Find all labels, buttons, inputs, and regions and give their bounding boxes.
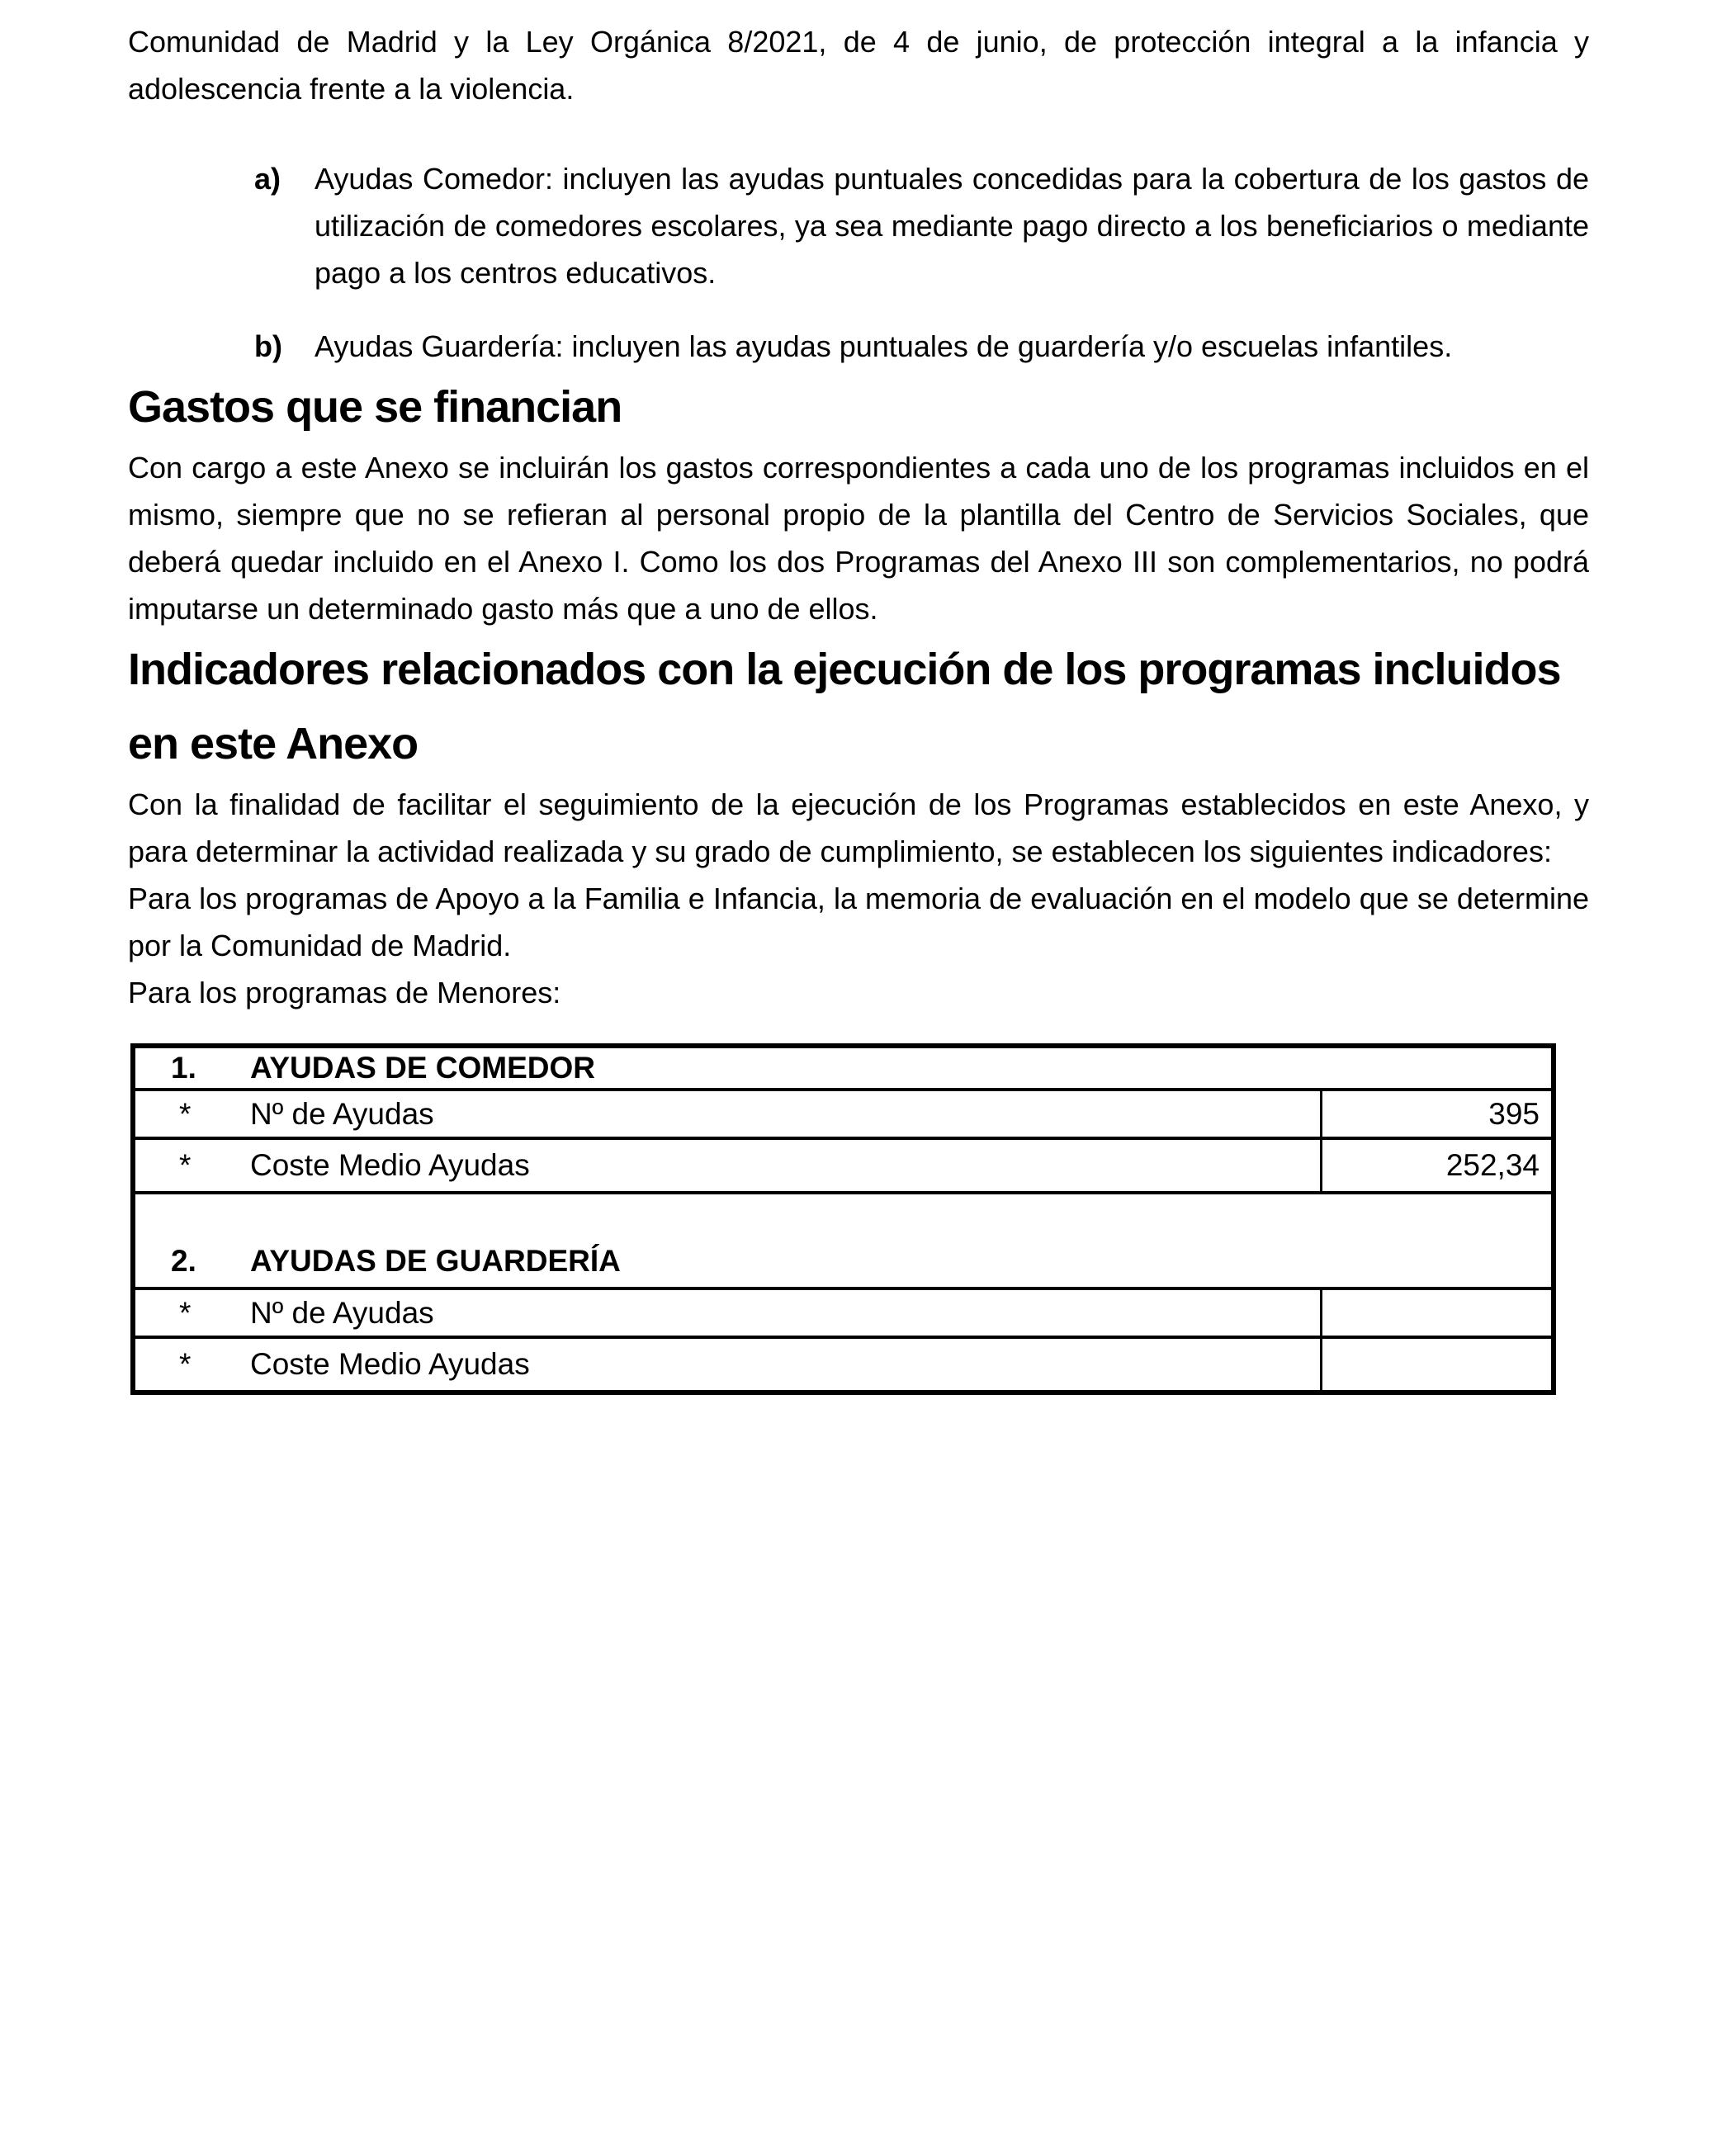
section-heading-gastos: Gastos que se financian	[128, 382, 622, 432]
asterisk-bullet: *	[179, 1295, 192, 1330]
table-section-2-header-row	[135, 1194, 1551, 1290]
table-row-label: Coste Medio Ayudas	[250, 1347, 530, 1381]
table-cell-label	[135, 1339, 1320, 1390]
list-item-b-text: Ayudas Guardería: incluyen las ayudas puntuales de guardería y/o escuelas infantiles.	[315, 329, 1453, 363]
table-cell-label	[135, 1290, 1320, 1336]
table-cell-value: 395	[1320, 1091, 1551, 1137]
intro-paragraph: Comunidad de Madrid y la Ley Orgánica 8/2021, de 4 de junio, de protección integral a la infancia y adolescencia frente a la violencia.	[128, 25, 1589, 106]
list-item-a-text: Ayudas Comedor: incluyen las ayudas puntuales concedidas para la cobertura de los gastos de utilización de comedores escolares, ya sea mediante pago directo a los beneficiarios o mediante pago a los centros educativos.	[315, 162, 1589, 290]
asterisk-bullet: *	[179, 1148, 192, 1182]
paragraph-gastos: Con cargo a este Anexo se incluirán los gastos correspondientes a cada uno de los programas incluidos en el mismo, siempre que no se refieran al personal propio de la plantilla del Centro de Servicios Sociales, que deberá quedar incluido en el Anexo I. Como los dos Programas del Anexo III son complementarios, no podrá imputarse un determinado gasto más que a uno de ellos.	[128, 451, 1589, 626]
asterisk-bullet: *	[179, 1096, 192, 1131]
paragraph-apoyo-familia: Para los programas de Apoyo a la Familia e Infancia, la memoria de evaluación en el modelo que se determine por la Comunidad de Madrid.	[128, 882, 1589, 962]
list-item-b-marker: b)	[254, 329, 282, 363]
table-section-2-header	[135, 1194, 1551, 1287]
table-cell-value	[1320, 1290, 1551, 1336]
table-row-label: Nº de Ayudas	[250, 1096, 434, 1131]
table-section-1-header	[135, 1048, 1551, 1088]
list-item-a	[128, 155, 1589, 296]
section-heading-indicadores: Indicadores relacionados con la ejecución de los programas incluidos en este Anexo	[128, 645, 1561, 768]
table-cell-value	[1320, 1339, 1551, 1390]
list-item-b	[128, 323, 1589, 370]
table-section-2-number: 2.	[171, 1244, 196, 1278]
paragraph-menores: Para los programas de Menores:	[128, 976, 561, 1009]
table-row-comedor-coste-medio	[135, 1140, 1551, 1194]
table-section-2-title: AYUDAS DE GUARDERÍA	[250, 1244, 621, 1278]
paragraph-finalidad: Con la finalidad de facilitar el seguimiento de la ejecución de los Programas establecidos en este Anexo, y para determinar la actividad realizada y su grado de cumplimiento, se establecen los siguientes indicadores:	[128, 787, 1589, 868]
table-section-1-number: 1.	[171, 1051, 196, 1085]
table-section-1-header-row	[135, 1048, 1551, 1091]
table-cell-value: 252,34	[1320, 1140, 1551, 1191]
table-row-guarderia-coste-medio	[135, 1339, 1551, 1390]
table-section-1-title: AYUDAS DE COMEDOR	[250, 1051, 596, 1085]
indicators-table	[130, 1043, 1556, 1395]
asterisk-bullet: *	[179, 1347, 192, 1381]
table-cell-label	[135, 1140, 1320, 1191]
table-row-label: Nº de Ayudas	[250, 1295, 434, 1330]
table-cell-label	[135, 1091, 1320, 1137]
table-row-label: Coste Medio Ayudas	[250, 1148, 530, 1182]
table-row-guarderia-num-ayudas	[135, 1290, 1551, 1339]
table-row-comedor-num-ayudas	[135, 1091, 1551, 1140]
list-item-a-marker: a)	[254, 162, 281, 196]
